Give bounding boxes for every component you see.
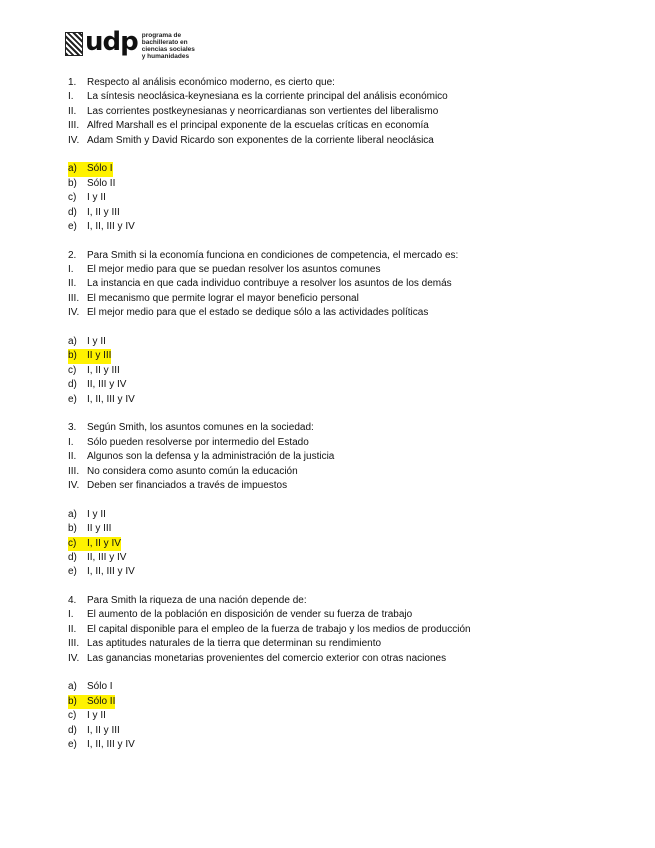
answer-option [68,565,471,579]
answer-option-label: b) [68,177,77,189]
question-stem [68,76,471,90]
answer-option-highlighted-label: b) [68,349,87,363]
logo-subtitle [142,32,195,60]
answer-option-label: d) [68,206,77,218]
statement-label: IV. [68,134,80,146]
answer-option-text: Sólo I [87,681,113,693]
answer-option-highlighted [68,537,471,551]
statement-text: Las corrientes postkeynesianas y neorricardianas son vertientes del liberalismo [87,105,439,117]
answer-option-label: c) [68,364,77,376]
statement [68,263,471,277]
statement-label: III. [68,120,80,132]
statement-label: III. [68,292,80,304]
question-stem [68,594,471,608]
logo-subtitle-line: bachillerato en [141,39,188,46]
answer-option-label: e) [68,393,77,405]
answer-option [68,709,471,723]
answer-option-highlighted-text: Sólo I [87,162,113,176]
logo-subtitle-line: programa de [141,32,182,39]
answer-option-highlighted-text: Sólo II [87,695,115,709]
statement-label: II. [68,451,77,463]
statement [68,465,471,479]
answer-option [68,738,471,752]
answer-option-text: I y II [87,710,106,722]
answer-option [68,364,471,378]
statement-text: La instancia en que cada individuo contribuye a resolver los asuntos de los demás [87,278,452,290]
question-stem [68,421,471,435]
answer-option-highlighted-text: I, II y IV [87,537,121,551]
answer-option-text: I, II y III [87,364,120,376]
answer-option-label: e) [68,220,77,232]
answer-option [68,551,471,565]
answer-option [68,724,471,738]
answer-option [68,508,471,522]
answer-option-highlighted-text: II y III [87,349,111,363]
statement [68,608,471,622]
statement-text: El mejor medio para que se puedan resolver los asuntos comunes [87,264,381,276]
statement [68,436,471,450]
answer-option-text: I, II, III y IV [87,738,135,750]
statement [68,652,471,666]
question-block [68,594,471,752]
answer-option [68,393,471,407]
question-stem-text: Para Smith la riqueza de una nación depende de: [87,595,307,607]
answer-option-label: c) [68,710,77,722]
answer-option-text: II y III [87,523,112,535]
statement-label: IV. [68,652,80,664]
question-stem-text: Respecto al análisis económico moderno, es cierto que: [87,77,335,88]
answer-option-highlighted [68,349,471,363]
answer-option-label: a) [68,508,77,520]
question-stem-text: Según Smith, los asuntos comunes en la sociedad: [87,422,314,434]
statement-text: Algunos son la defensa y la administración de la justicia [87,451,335,463]
question-block [68,421,471,594]
answer-option [68,522,471,536]
statement [68,277,471,291]
question-stem-label: 2. [68,249,77,261]
answer-option-label: d) [68,379,77,391]
question-stem-text: Para Smith si la economía funciona en condiciones de competencia, el mercado es: [87,249,459,261]
spacer [68,148,471,162]
answer-option-text: I, II y III [87,206,120,218]
statement-label: II. [68,278,77,290]
spacer [68,666,471,680]
answer-option [68,335,471,349]
answer-option [68,177,471,191]
answer-option-label: e) [68,566,77,578]
statement-text: Las aptitudes naturales de la tierra que determinan su rendimiento [87,638,382,650]
answer-option-highlighted-label: a) [68,162,87,176]
logo-text: udp [85,27,138,57]
answer-option-highlighted-label: c) [68,537,87,551]
statement [68,637,471,651]
answer-option [68,206,471,220]
answer-option-highlighted [68,695,471,709]
answer-option-text: II, III y IV [87,379,127,391]
statement-text: Alfred Marshall es el principal exponente de la escuelas críticas en economía [87,120,429,132]
statement-text: El mecanismo que permite lograr el mayor beneficio personal [87,292,359,304]
statement-text: El mejor medio para que el estado se dedique sólo a las actividades políticas [87,307,429,319]
answer-option-text: I, II, III y IV [87,220,135,232]
question-stem [68,249,471,263]
question-stem-label: 1. [68,77,77,88]
statement-label: II. [68,623,77,635]
statement-label: I. [68,91,74,103]
udp-logo-icon [65,32,83,56]
answer-option-highlighted-label: b) [68,695,87,709]
statement-text: Adam Smith y David Ricardo son exponentes de la corriente liberal neoclásica [87,134,434,146]
statement-label: II. [68,105,77,117]
answer-option-label: e) [68,738,77,750]
answer-option-highlighted [68,162,471,176]
statement-label: I. [68,609,74,621]
statement-text: Las ganancias monetarias provenientes del comercio exterior con otras naciones [87,652,447,664]
statement-text: El capital disponible para el empleo de la fuerza de trabajo y los medios de producción [87,623,471,635]
question-stem-label: 4. [68,595,77,607]
statement-text: Deben ser financiados a través de impuestos [87,479,288,491]
document-body [68,76,471,752]
statement [68,623,471,637]
question-block [68,249,471,422]
statement-label: I. [68,264,74,276]
spacer [68,407,471,421]
statement-label: IV. [68,307,80,319]
answer-option-text: I, II y III [87,724,120,736]
answer-option-label: d) [68,551,77,563]
statement [68,134,471,148]
statement-text: La síntesis neoclásica-keynesiana es la corriente principal del análisis económico [87,91,448,103]
statement-label: I. [68,436,74,448]
statement-label: III. [68,465,80,477]
answer-option-label: c) [68,192,77,204]
statement [68,90,471,104]
answer-option-text: I y II [87,508,106,520]
answer-option-text: I y II [87,336,106,348]
statement [68,292,471,306]
spacer [68,493,471,507]
answer-option-text: II, III y IV [87,551,127,563]
page-header [65,27,195,60]
answer-option-label: a) [68,681,77,693]
answer-option-text: I, II, III y IV [87,566,135,578]
answer-option [68,191,471,205]
logo-subtitle-line: y humanidades [141,53,190,60]
question-block [68,76,471,249]
answer-option-label: b) [68,523,77,535]
answer-option-label: d) [68,724,77,736]
statement-label: IV. [68,479,80,491]
spacer [68,580,471,594]
statement-text: Sólo pueden resolverse por intermedio del Estado [87,436,309,448]
answer-option [68,220,471,234]
answer-option-text: I, II, III y IV [87,393,135,405]
answer-option [68,680,471,694]
statement [68,105,471,119]
statement [68,450,471,464]
spacer [68,234,471,248]
statement-text: El aumento de la población en disposición de vender su fuerza de trabajo [87,609,413,621]
spacer [68,321,471,335]
answer-option [68,378,471,392]
statement [68,479,471,493]
statement [68,306,471,320]
answer-option-text: Sólo II [87,177,116,189]
answer-option-text: I y II [87,192,106,204]
statement-text: No considera como asunto común la educación [87,465,298,477]
answer-option-label: a) [68,336,77,348]
logo-subtitle-line: ciencias sociales [141,46,195,53]
question-stem-label: 3. [68,422,77,434]
statement-label: III. [68,638,80,650]
statement [68,119,471,133]
